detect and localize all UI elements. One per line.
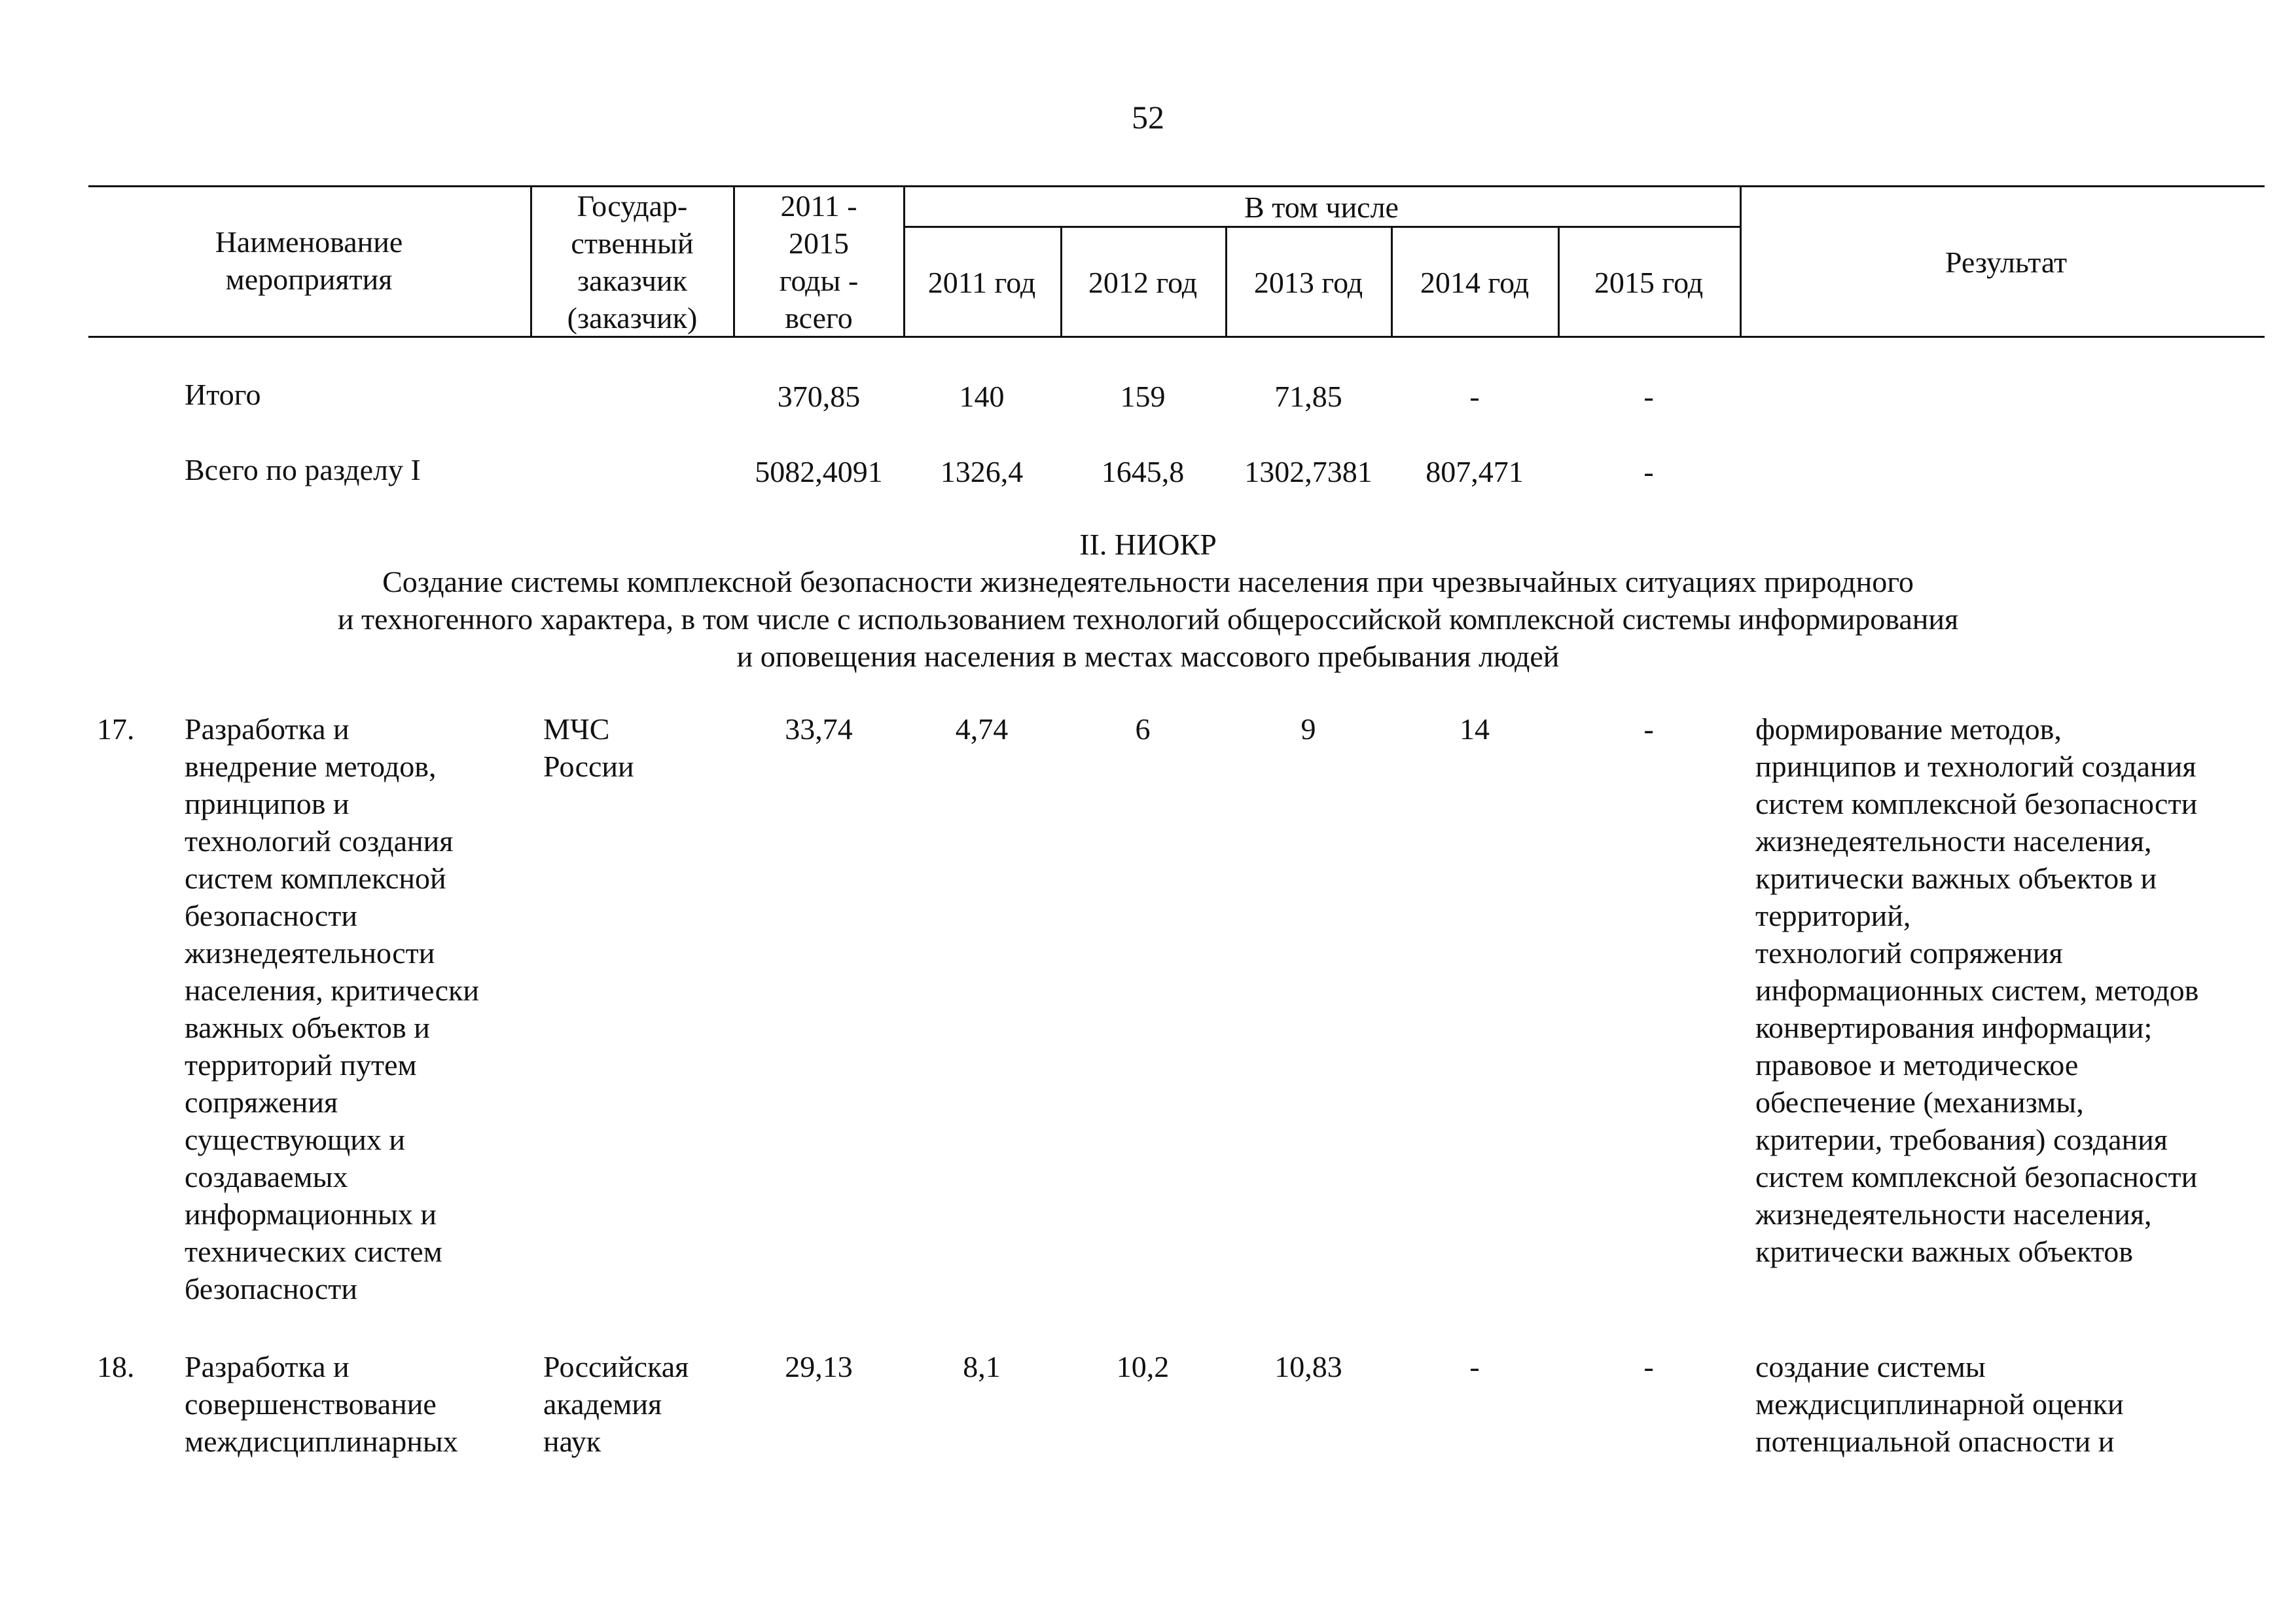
row-2015: - [1643,712,1654,746]
summary-2014: 807,471 [1426,455,1524,488]
row-2012: 10,2 [1116,1350,1170,1383]
header-name: Наименование мероприятия [215,225,403,296]
row-result: создание системы междисциплинарной оценки потенциальной опасности и [1755,1350,2124,1458]
header-subrule [903,226,1741,228]
summary-label: Всего по разделу I [185,453,421,486]
summary-2013: 1302,7381 [1244,455,1372,488]
header-year-2011: 2011 год [927,266,1036,299]
header-top-border [88,185,2265,187]
summary-2014: - [1469,380,1480,413]
header-year-2013: 2013 год [1253,266,1363,299]
header-total: 2011 - 2015 годы - всего [779,189,859,335]
row-2013: 10,83 [1274,1350,1342,1383]
row-customer: Российская академия наук [543,1350,689,1458]
header-year-2015: 2015 год [1594,266,1704,299]
row-2015: - [1643,1350,1654,1383]
row-number: 18. [97,1350,135,1383]
summary-2015: - [1643,455,1654,488]
header-divider [1225,226,1227,338]
header-divider [1740,185,1742,338]
header-bottom-border [88,336,2265,338]
row-2011: 8,1 [963,1350,1001,1383]
row-total: 33,74 [785,712,853,746]
section-title-line: и оповещения населения в местах массового пребывания людей [736,640,1560,673]
row-2012: 6 [1135,712,1151,746]
header-divider [733,185,735,338]
summary-2012: 159 [1120,380,1166,413]
row-number: 17. [97,712,135,746]
row-name: Разработка и совершенствование междисциплинарных [185,1350,458,1458]
section-title-line: и техногенного характера, в том числе с использованием технологий общероссийской комплексной системы информирования [337,602,1959,636]
header-divider [1558,226,1560,338]
summary-2011: 1326,4 [940,455,1024,488]
header-divider [1060,226,1062,338]
section-number: II. НИОКР [1079,528,1217,561]
summary-total: 5082,4091 [755,455,883,488]
section-title-line: Создание системы комплексной безопасности жизнедеятельности населения при чрезвычайных ситуациях природного [382,565,1914,598]
row-2014: 14 [1460,712,1490,746]
row-2013: 9 [1300,712,1316,746]
row-result: формирование методов, принципов и технологий создания систем комплексной безопасности жизнедеятельности населения, критически важных объектов и территорий, технологий сопряжения информационных систем, методов конвертирования информации; правовое и методическое обеспечение (механизмы, критерии, требования) создания систем комплексной безопасности жизнедеятельности населения, критически важных объектов [1755,712,2199,1268]
header-year-2012: 2012 год [1088,266,1198,299]
header-divider [1391,226,1393,338]
summary-2011: 140 [959,380,1005,413]
summary-2013: 71,85 [1274,380,1342,413]
header-divider [530,185,532,338]
summary-total: 370,85 [777,380,861,413]
row-2014: - [1469,1350,1480,1383]
summary-2015: - [1643,380,1654,413]
summary-label: Итого [185,378,261,411]
summary-2012: 1645,8 [1101,455,1185,488]
header-divider [903,185,905,338]
header-including: В том числе [1244,191,1399,224]
header-customer: Государ- ственный заказчик (заказчик) [567,189,698,335]
row-customer: МЧС России [543,712,634,783]
header-result: Результат [1945,246,2068,279]
row-2011: 4,74 [955,712,1009,746]
header-year-2014: 2014 год [1420,266,1530,299]
row-name: Разработка и внедрение методов, принципов и технологий создания систем комплексной безопасности жизнедеятельности населения, критически важных объектов и территорий путем сопряжения существующих и создаваемых информационных и технических систем безопасности [185,712,479,1305]
row-total: 29,13 [785,1350,853,1383]
page-number: 52 [1132,99,1164,136]
